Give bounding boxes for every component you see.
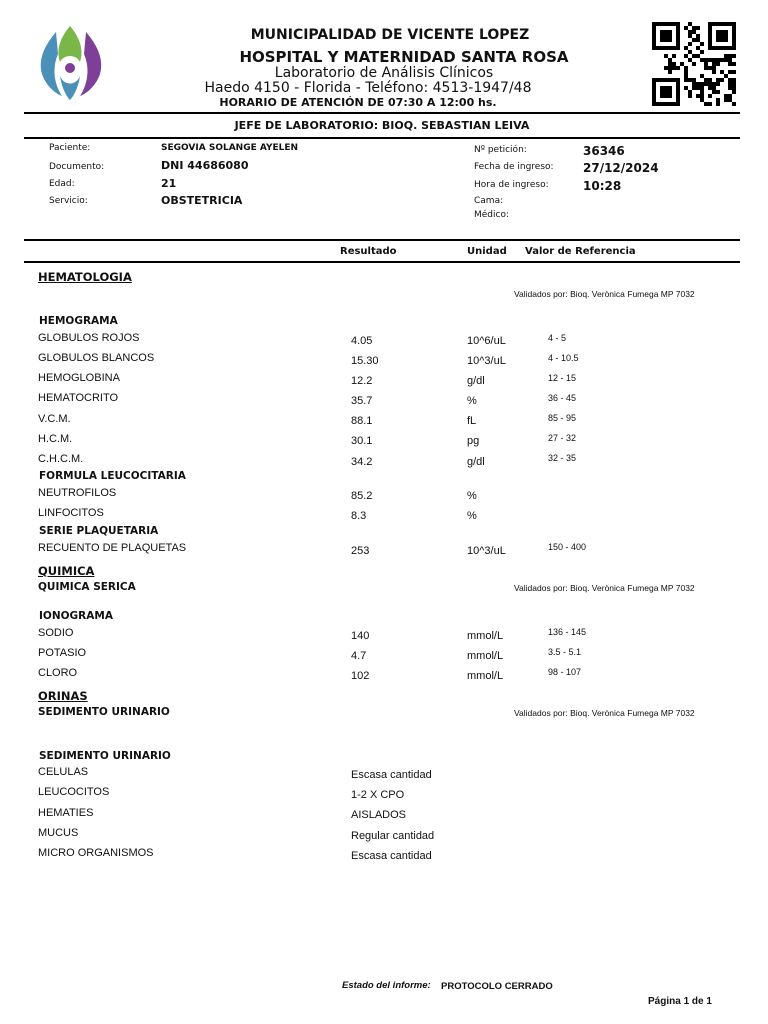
patient-age: 21: [161, 177, 177, 190]
test-name: LEUCOCITOS: [38, 786, 110, 798]
doctor-label: Médico:: [474, 210, 510, 220]
test-result: 140: [351, 630, 370, 642]
test-name: C.H.C.M.: [38, 453, 84, 465]
test-unit: %: [467, 395, 477, 407]
hospital-title: HOSPITAL Y MATERNIDAD SANTA ROSA: [239, 48, 569, 66]
column-reference: Valor de Referencia: [525, 246, 636, 257]
test-result: 85.2: [351, 490, 373, 502]
test-name: MICRO ORGANISMOS: [38, 847, 154, 859]
patient-doc-label: Documento:: [49, 162, 105, 172]
test-result: 8.3: [351, 510, 367, 522]
test-reference: 4 - 5: [548, 333, 567, 343]
test-name: POTASIO: [38, 647, 87, 659]
test-name: RECUENTO DE PLAQUETAS: [38, 542, 187, 554]
test-reference: 36 - 45: [548, 393, 577, 403]
section-hemograma: HEMOGRAMA: [39, 315, 118, 327]
test-result: 30.1: [351, 435, 373, 447]
patient-service-label: Servicio:: [49, 196, 88, 206]
test-result: 1-2 X CPO: [351, 789, 405, 801]
columns-divider-top: [24, 239, 740, 241]
lab-title: Laboratorio de Análisis Clínicos: [274, 65, 494, 81]
test-name: SODIO: [38, 627, 74, 639]
validated-orinas: Validados por: Bioq. Verònica Fumega MP 7032: [514, 708, 695, 718]
section-orinas: ORINAS: [38, 689, 88, 703]
column-result: Resultado: [340, 246, 397, 257]
report-status: PROTOCOLO CERRADO: [441, 981, 553, 992]
patient-name-label: Paciente:: [49, 143, 91, 153]
test-unit: mmol/L: [467, 630, 504, 642]
validated-quimica: Validados por: Bioq. Verònica Fumega MP 7032: [514, 583, 695, 593]
admission-date: 27/12/2024: [583, 161, 659, 175]
date-label: Fecha de ingreso:: [474, 162, 554, 172]
section-serie-plaquetaria: SERIE PLAQUETARIA: [39, 525, 159, 537]
test-result: Escasa cantidad: [351, 850, 432, 862]
test-reference: 4 - 10.5: [548, 353, 579, 363]
test-unit: 10^3/uL: [467, 355, 506, 367]
time-label: Hora de ingreso:: [474, 180, 549, 190]
validated-hematologia: Validados por: Bioq. Verònica Fumega MP 7032: [514, 289, 695, 299]
patient-service: OBSTETRICIA: [161, 194, 243, 207]
test-reference: 98 - 107: [548, 667, 582, 677]
column-unit: Unidad: [467, 246, 507, 257]
test-name: MUCUS: [38, 827, 79, 839]
test-result: 34.2: [351, 456, 373, 468]
patient-doc: DNI 44686080: [161, 159, 249, 172]
section-formula-leucocitaria: FORMULA LEUCOCITARIA: [39, 470, 186, 482]
test-result: 102: [351, 670, 370, 682]
test-name: HEMATIES: [38, 807, 94, 819]
section-sedimento-urinario-detail: SEDIMENTO URINARIO: [39, 750, 171, 762]
test-unit: g/dl: [467, 375, 485, 387]
test-result: 15.30: [351, 355, 379, 367]
test-reference: 3.5 - 5.1: [548, 647, 582, 657]
test-name: HEMATOCRITO: [38, 392, 119, 404]
header-divider-bottom: [24, 137, 740, 139]
test-reference: 85 - 95: [548, 413, 577, 423]
test-unit: g/dl: [467, 456, 485, 468]
test-result: 4.05: [351, 335, 373, 347]
test-result: AISLADOS: [351, 809, 407, 821]
test-result: 88.1: [351, 415, 373, 427]
test-name: HEMOGLOBINA: [38, 372, 120, 384]
test-reference: 150 - 400: [548, 542, 587, 552]
municipality-title: MUNICIPALIDAD DE VICENTE LOPEZ: [250, 27, 530, 43]
test-unit: 10^6/uL: [467, 335, 506, 347]
test-name: CLORO: [38, 667, 78, 679]
lab-chief: JEFE DE LABORATORIO: BIOQ. SEBASTIAN LEIVA: [234, 119, 530, 132]
columns-divider-bottom: [24, 261, 740, 263]
patient-age-label: Edad:: [49, 179, 75, 189]
test-name: NEUTROFILOS: [38, 487, 117, 499]
test-unit: 10^3/uL: [467, 545, 506, 557]
bed-label: Cama:: [474, 196, 504, 206]
test-result: 35.7: [351, 395, 373, 407]
test-name: V.C.M.: [38, 413, 71, 425]
section-hematologia: HEMATOLOGIA: [38, 270, 132, 284]
test-name: H.C.M.: [38, 433, 73, 445]
lab-hours: HORARIO DE ATENCIÓN DE 07:30 A 12:00 hs.: [219, 96, 497, 109]
test-name: GLOBULOS ROJOS: [38, 332, 140, 344]
test-unit: pg: [467, 435, 480, 447]
admission-time: 10:28: [583, 179, 622, 193]
test-reference: 27 - 32: [548, 433, 577, 443]
lab-address: Haedo 4150 - Florida - Teléfono: 4513-1947/48: [204, 80, 532, 96]
request-number: 36346: [583, 144, 625, 158]
section-ionograma: IONOGRAMA: [39, 610, 113, 622]
request-label: Nº petición:: [474, 145, 527, 155]
page-number: Página 1 de 1: [648, 996, 712, 1007]
test-result: 253: [351, 545, 370, 557]
test-unit: %: [467, 490, 477, 502]
test-name: CELULAS: [38, 766, 89, 778]
test-name: LINFOCITOS: [38, 507, 104, 519]
test-reference: 136 - 145: [548, 627, 587, 637]
test-result: Escasa cantidad: [351, 769, 432, 781]
test-result: 4.7: [351, 650, 367, 662]
test-unit: %: [467, 510, 477, 522]
test-result: Regular cantidad: [351, 830, 435, 842]
header-divider-top: [24, 112, 740, 114]
test-reference: 12 - 15: [548, 373, 577, 383]
test-unit: mmol/L: [467, 650, 504, 662]
test-unit: fL: [467, 415, 477, 427]
test-unit: mmol/L: [467, 670, 504, 682]
section-quimica-serica: QUIMICA SERICA: [38, 581, 136, 593]
test-name: GLOBULOS BLANCOS: [38, 352, 155, 364]
section-sedimento-urinario: SEDIMENTO URINARIO: [38, 706, 170, 718]
test-reference: 32 - 35: [548, 453, 577, 463]
patient-name: SEGOVIA SOLANGE AYELEN: [161, 143, 299, 153]
report-status-label: Estado del informe:: [342, 980, 431, 991]
section-quimica: QUIMICA: [38, 564, 95, 578]
test-result: 12.2: [351, 375, 373, 387]
